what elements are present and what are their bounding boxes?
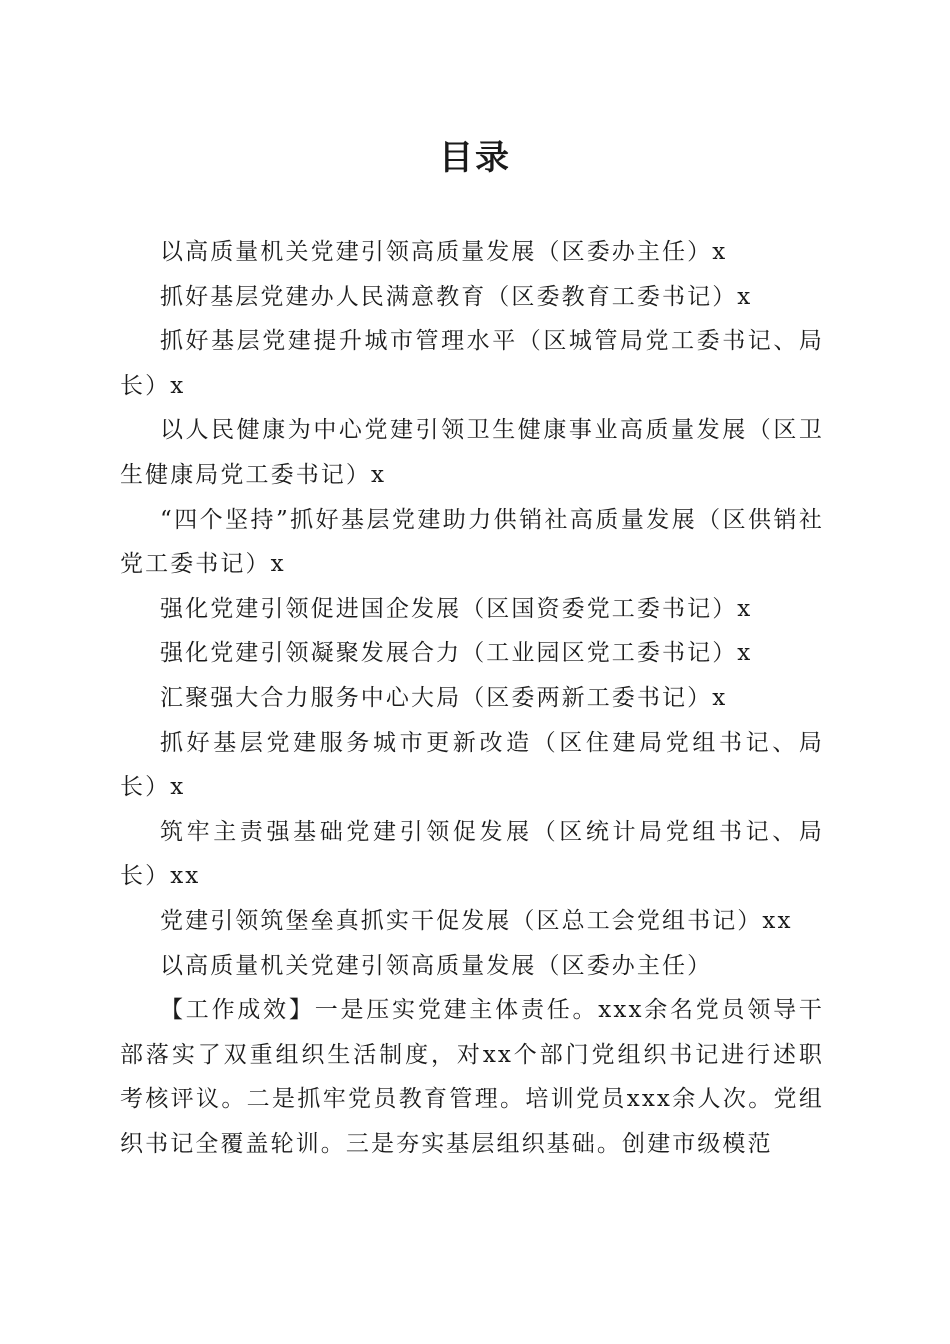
toc-entry[interactable]: 抓好基层党建提升城市管理水平（区城管局党工委书记、局长）x	[120, 328, 824, 399]
section-heading: 以高质量机关党建引领高质量发展（区委办主任）	[160, 952, 713, 979]
toc-entry[interactable]: 强化党建引领凝聚发展合力（工业园区党工委书记）x	[160, 640, 753, 667]
toc-entry[interactable]: 筑牢主责强基础党建引领促发展（区统计局党组书记、局长）xx	[120, 818, 824, 890]
toc-entry[interactable]: 以人民健康为中心党建引领卫生健康事业高质量发展（区卫生健康局党工委书记）x	[120, 417, 824, 488]
toc-entry[interactable]: 抓好基层党建办人民满意教育（区委教育工委书记）x	[160, 283, 753, 310]
page-title: 目录	[439, 138, 511, 178]
toc-entry[interactable]: “四个坚持”抓好基层党建助力供销社高质量发展（区供销社党工委书记）x	[120, 506, 824, 578]
toc-entry[interactable]: 强化党建引领促进国企发展（区国资委党工委书记）x	[160, 595, 753, 622]
toc-entry[interactable]: 党建引领筑堡垒真抓实干促发展（区总工会党组书记）xx	[160, 907, 793, 934]
toc-entry[interactable]: 抓好基层党建服务城市更新改造（区住建局党组书记、局长）x	[120, 729, 824, 801]
toc-entry[interactable]: 汇聚强大合力服务中心大局（区委两新工委书记）x	[160, 684, 728, 711]
document-body	[120, 230, 824, 1166]
section-body: 【工作成效】一是压实党建主体责任。xxx余名党员领导干部落实了双重组织生活制度，对xx个部门党组织书记进行述职考核评议。二是抓牢党员教育管理。培训党员xxx余人次。党组织书记全覆盖轮训。三是夯实基层组织基础。创建市级模范	[120, 997, 824, 1157]
toc-entry[interactable]: 以高质量机关党建引领高质量发展（区委办主任）x	[160, 239, 728, 265]
